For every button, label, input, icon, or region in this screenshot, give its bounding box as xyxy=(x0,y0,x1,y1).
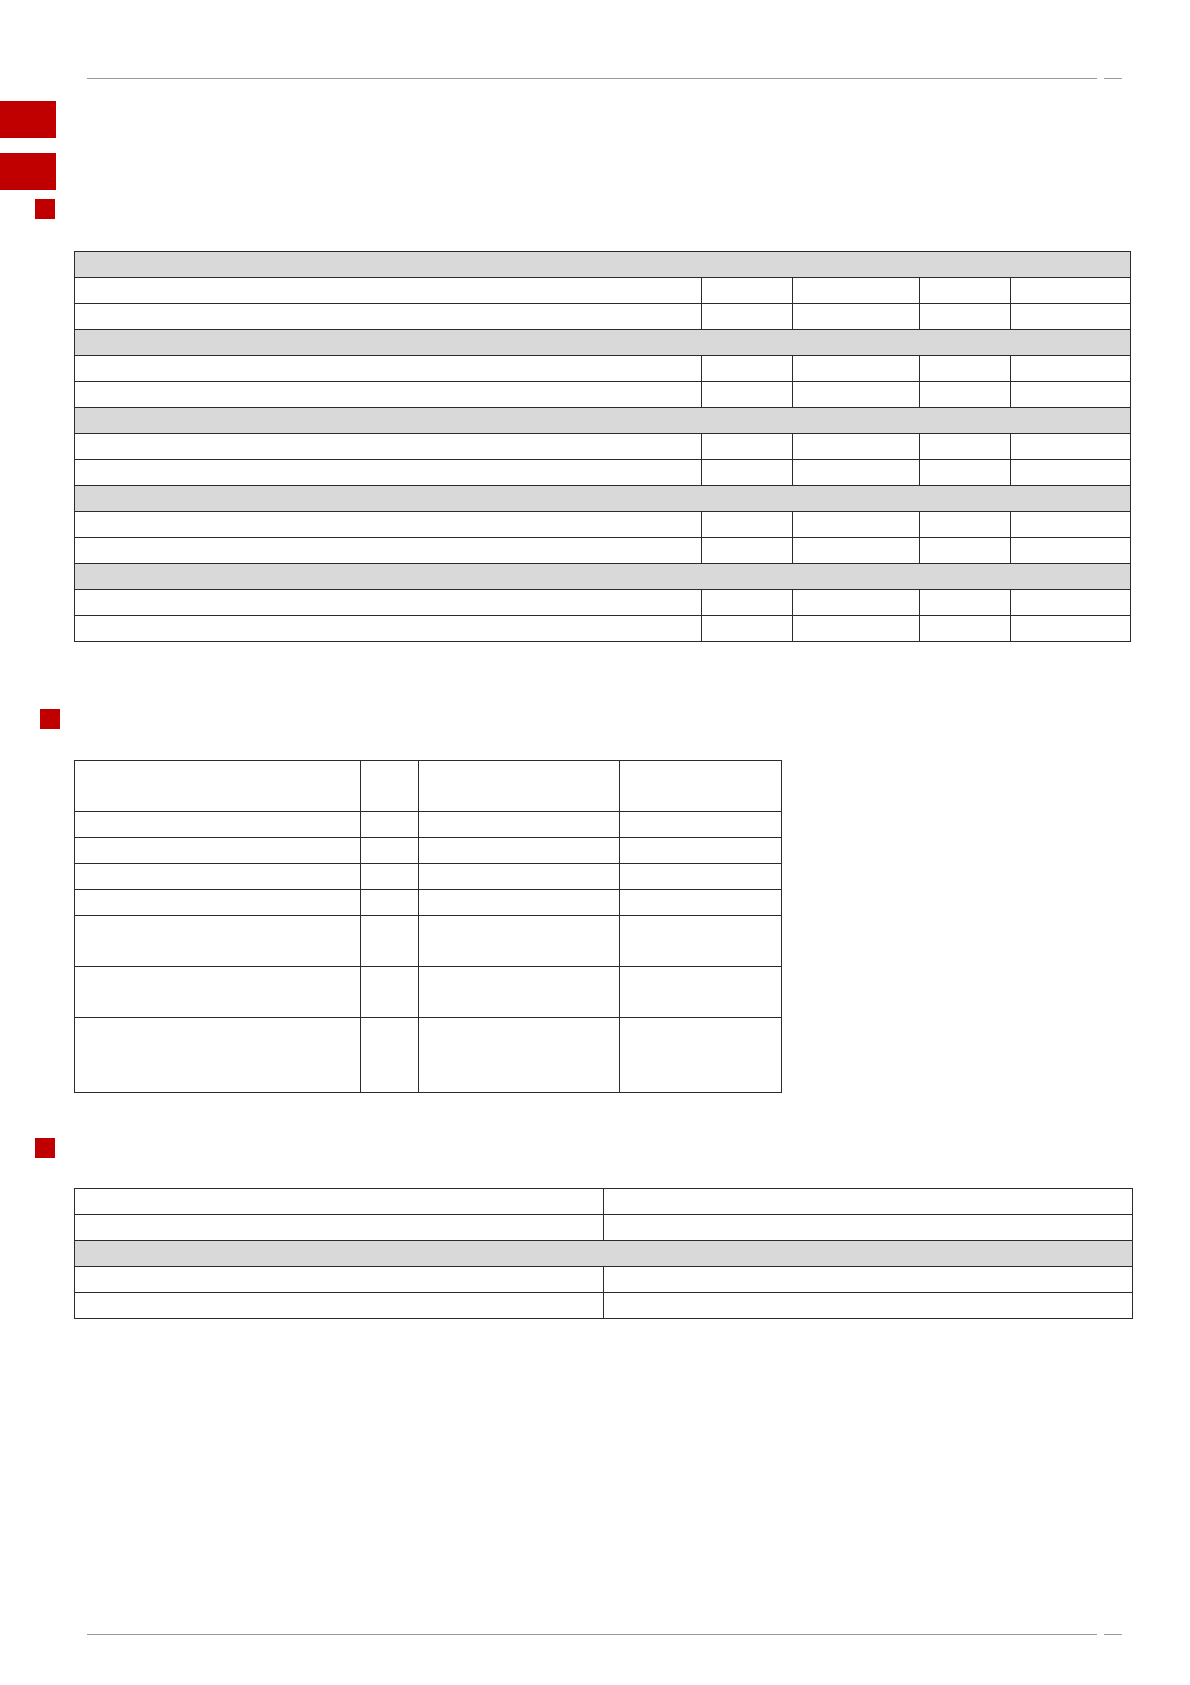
table-cell xyxy=(793,278,920,304)
table-row xyxy=(75,1018,782,1093)
table-cell xyxy=(361,812,419,838)
table-cell xyxy=(75,356,702,382)
table-row xyxy=(75,890,782,916)
table-cell xyxy=(75,278,702,304)
table-cell xyxy=(1011,460,1131,486)
table-cell xyxy=(702,304,793,330)
table-header-cell xyxy=(620,761,782,812)
table-group-label xyxy=(75,330,1131,356)
section-bullet-marker xyxy=(35,1138,55,1158)
table-cell xyxy=(419,967,620,1018)
table-cell xyxy=(604,1293,1133,1319)
table-row xyxy=(75,590,1131,616)
table-cell xyxy=(75,434,702,460)
table-cell xyxy=(920,356,1011,382)
table-cell xyxy=(361,864,419,890)
table-cell xyxy=(75,1189,604,1215)
table-header-cell xyxy=(419,761,620,812)
table-cell xyxy=(75,512,702,538)
header-rule-tick xyxy=(1104,78,1122,79)
table-cell xyxy=(75,1215,604,1241)
table-cell xyxy=(920,304,1011,330)
table-cell xyxy=(361,916,419,967)
table-cell xyxy=(419,916,620,967)
table-cell xyxy=(75,590,702,616)
table-row xyxy=(75,460,1131,486)
table-cell xyxy=(620,1018,782,1093)
table-cell xyxy=(75,616,702,642)
two-column-table xyxy=(74,1188,1133,1319)
table-cell xyxy=(75,460,702,486)
table-cell xyxy=(361,967,419,1018)
table-cell xyxy=(1011,278,1131,304)
table-cell xyxy=(75,838,361,864)
table-row xyxy=(75,812,782,838)
section-bullet-marker xyxy=(35,199,55,219)
table-group-row xyxy=(75,330,1131,356)
table-cell xyxy=(620,967,782,1018)
table-group-row xyxy=(75,486,1131,512)
section-bullet-marker xyxy=(40,709,60,729)
table-row xyxy=(75,512,1131,538)
chapter-marker xyxy=(0,101,56,138)
table-group-row xyxy=(75,564,1131,590)
table-cell xyxy=(1011,434,1131,460)
table-cell xyxy=(1011,512,1131,538)
table-cell xyxy=(1011,356,1131,382)
table-cell xyxy=(604,1189,1133,1215)
table-cell xyxy=(419,864,620,890)
table-cell xyxy=(620,864,782,890)
table-cell xyxy=(793,512,920,538)
table-row xyxy=(75,304,1131,330)
table-cell xyxy=(1011,304,1131,330)
table-row xyxy=(75,838,782,864)
table-cell xyxy=(920,538,1011,564)
table-row xyxy=(75,916,782,967)
table-cell xyxy=(793,590,920,616)
table-row xyxy=(75,864,782,890)
table-cell xyxy=(361,890,419,916)
table-cell xyxy=(702,538,793,564)
table-cell xyxy=(793,538,920,564)
table-group-label xyxy=(75,564,1131,590)
header-rule-line xyxy=(87,78,1097,79)
table-cell xyxy=(75,864,361,890)
table-cell xyxy=(793,356,920,382)
table-cell xyxy=(620,838,782,864)
table-cell xyxy=(1011,538,1131,564)
table-cell xyxy=(419,890,620,916)
table-cell xyxy=(75,304,702,330)
table-group-row xyxy=(75,408,1131,434)
table-cell xyxy=(793,434,920,460)
table-header-cell xyxy=(75,761,361,812)
table-group-label xyxy=(75,1241,1133,1267)
table-cell xyxy=(920,278,1011,304)
table-row xyxy=(75,1267,1133,1293)
grouped-data-table xyxy=(74,251,1131,642)
table-row xyxy=(75,356,1131,382)
table-row xyxy=(75,1293,1133,1319)
table-cell xyxy=(920,382,1011,408)
table-group-row xyxy=(75,1241,1133,1267)
table-cell xyxy=(361,838,419,864)
table-cell xyxy=(75,890,361,916)
table-cell xyxy=(419,1018,620,1093)
footer-rule-line xyxy=(87,1634,1097,1635)
table-row xyxy=(75,278,1131,304)
table-cell xyxy=(793,382,920,408)
table-cell xyxy=(920,460,1011,486)
table-cell xyxy=(361,1018,419,1093)
footer-rule-tick xyxy=(1104,1634,1122,1635)
table-row xyxy=(75,1215,1133,1241)
table-cell xyxy=(75,916,361,967)
table-cell xyxy=(920,616,1011,642)
table-cell xyxy=(920,590,1011,616)
table-cell xyxy=(702,590,793,616)
table-cell xyxy=(1011,590,1131,616)
table-cell xyxy=(793,460,920,486)
table-cell xyxy=(75,1018,361,1093)
table-cell xyxy=(419,838,620,864)
table-cell xyxy=(920,512,1011,538)
table-cell xyxy=(75,967,361,1018)
table-cell xyxy=(702,434,793,460)
table-cell xyxy=(702,278,793,304)
table-cell xyxy=(702,616,793,642)
spec-table xyxy=(74,760,782,1093)
table-row xyxy=(75,382,1131,408)
table-row xyxy=(75,1189,1133,1215)
table-cell xyxy=(419,812,620,838)
table-group-label xyxy=(75,486,1131,512)
table-cell xyxy=(702,356,793,382)
table-group-row xyxy=(75,252,1131,278)
table-cell xyxy=(620,916,782,967)
table-cell xyxy=(604,1267,1133,1293)
table-cell xyxy=(702,382,793,408)
table-row xyxy=(75,538,1131,564)
table-cell xyxy=(620,890,782,916)
table-cell xyxy=(702,460,793,486)
table-cell xyxy=(793,616,920,642)
table-cell xyxy=(604,1215,1133,1241)
table-cell xyxy=(1011,382,1131,408)
table-row xyxy=(75,616,1131,642)
table-cell xyxy=(75,812,361,838)
table-group-label xyxy=(75,408,1131,434)
table-group-label xyxy=(75,252,1131,278)
chapter-marker xyxy=(0,153,56,190)
table-cell xyxy=(920,434,1011,460)
table-header-cell xyxy=(361,761,419,812)
table-cell xyxy=(620,812,782,838)
table-header-row xyxy=(75,761,782,812)
table-row xyxy=(75,434,1131,460)
table-cell xyxy=(793,304,920,330)
table-cell xyxy=(75,538,702,564)
table-cell xyxy=(1011,616,1131,642)
table-cell xyxy=(75,1267,604,1293)
table-row xyxy=(75,967,782,1018)
table-cell xyxy=(75,382,702,408)
table-cell xyxy=(75,1293,604,1319)
table-cell xyxy=(702,512,793,538)
